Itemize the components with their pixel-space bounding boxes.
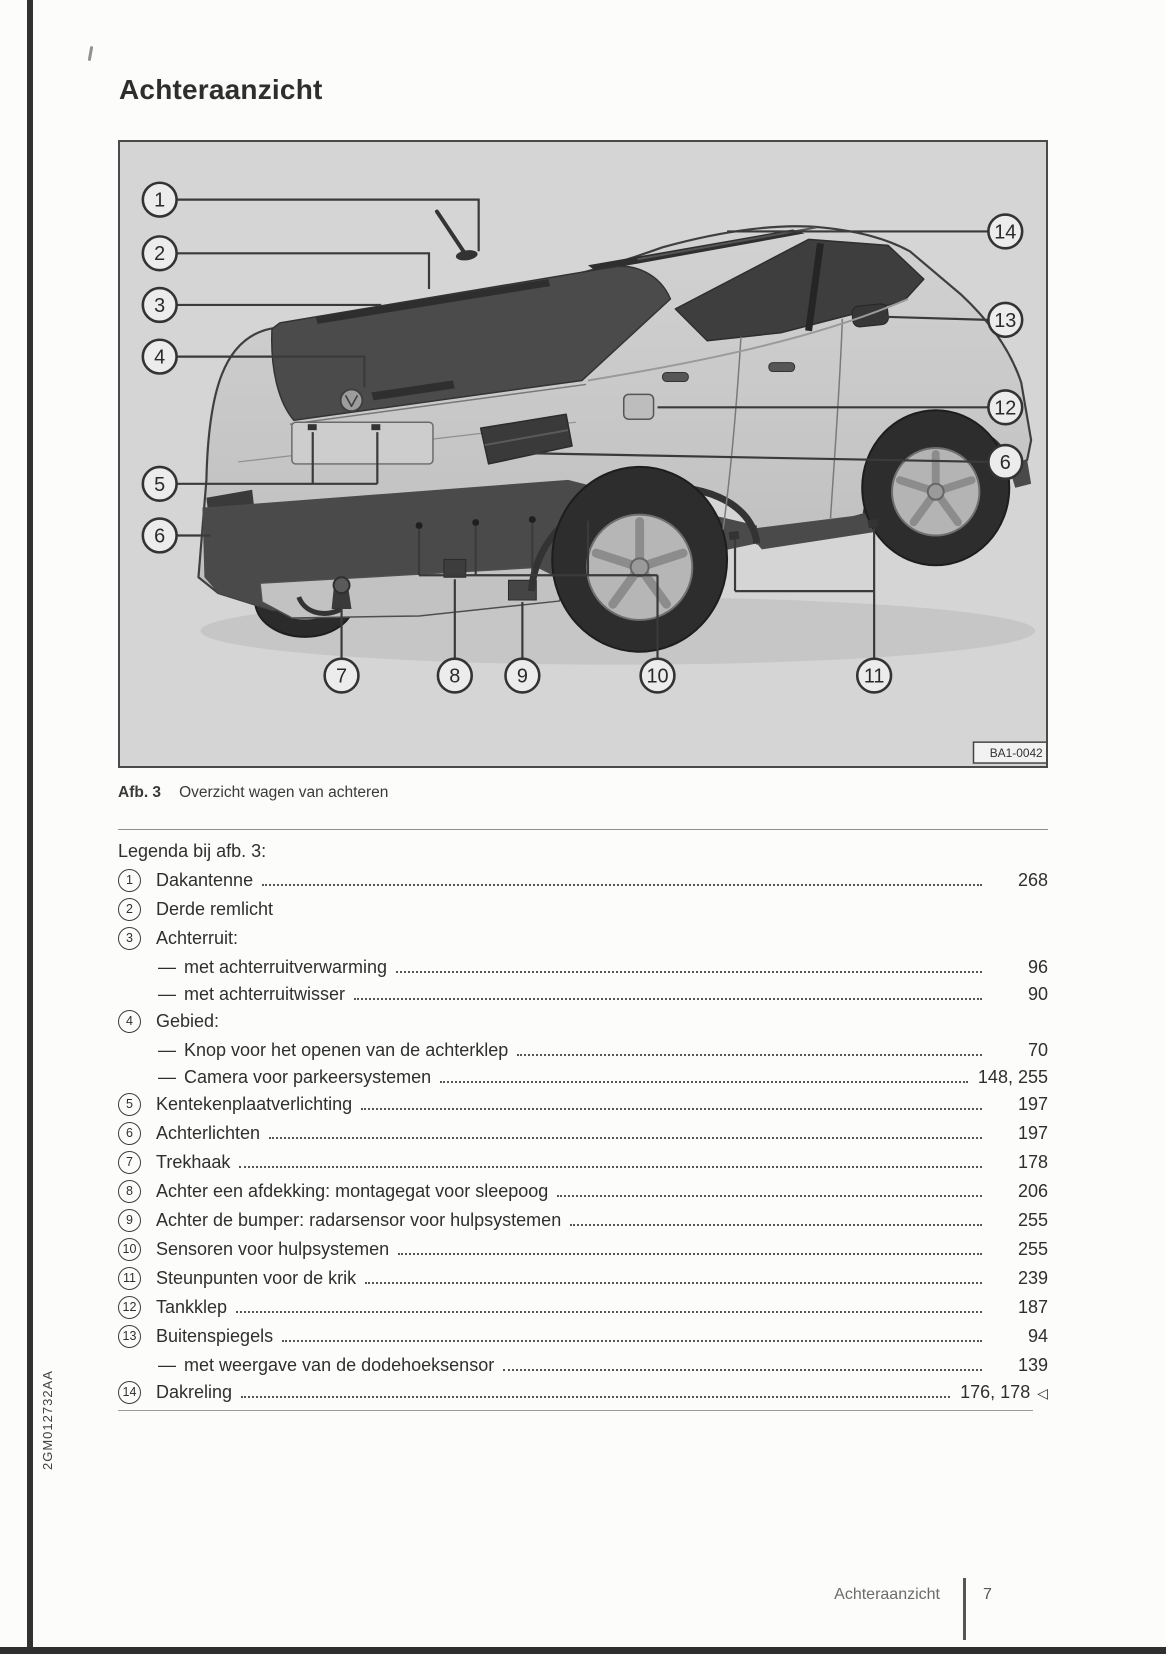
legend-page-ref: 90 xyxy=(1027,984,1048,1004)
callout-badge: 2 xyxy=(118,898,141,921)
legend-page-ref: 94 xyxy=(1027,1326,1048,1346)
svg-text:12: 12 xyxy=(994,397,1017,420)
callout-9-badge xyxy=(505,659,539,693)
legend-label: Trekhaak xyxy=(156,1152,231,1172)
dash-prefix: — xyxy=(158,957,176,977)
legend-page-ref: 187 xyxy=(1017,1297,1048,1317)
jack-point xyxy=(868,519,879,528)
svg-text:8: 8 xyxy=(449,665,461,688)
dotted-leader xyxy=(396,971,982,973)
plate-light-right xyxy=(371,424,380,430)
dotted-leader xyxy=(239,1166,982,1168)
fuel-flap xyxy=(624,394,654,419)
legend-page-ref: 148, 255 xyxy=(977,1067,1048,1087)
legend-label: Achter een afdekking: montagegat voor sleepoog xyxy=(156,1181,549,1201)
svg-text:6: 6 xyxy=(154,525,166,548)
legend-label: Dakreling xyxy=(156,1382,233,1402)
legend-item-6 xyxy=(118,1122,1048,1145)
legend-item-11 xyxy=(118,1267,1048,1290)
dash-prefix: — xyxy=(158,984,176,1004)
legend-item-9 xyxy=(118,1209,1048,1232)
callout-13-badge xyxy=(988,303,1022,337)
door-handle-front xyxy=(769,363,795,372)
legend-label: Steunpunten voor de krik xyxy=(156,1268,357,1288)
svg-text:5: 5 xyxy=(154,473,166,496)
dotted-leader xyxy=(269,1137,982,1139)
callout-badge: 14 xyxy=(118,1381,141,1404)
footer-section-title: Achteraanzicht xyxy=(834,1586,940,1603)
legend-page-ref: 239 xyxy=(1017,1268,1048,1288)
svg-text:3: 3 xyxy=(154,294,166,317)
callout-6-badge-right xyxy=(988,445,1022,479)
callout-badge: 5 xyxy=(118,1093,141,1116)
car-rear-view-illustration xyxy=(120,142,1046,766)
dotted-leader xyxy=(236,1311,982,1313)
callout-5-badge xyxy=(143,467,177,501)
legend-page-ref: 197 xyxy=(1017,1123,1048,1143)
legend-subitem xyxy=(118,1039,1048,1062)
svg-text:9: 9 xyxy=(516,665,528,688)
legend-subitem xyxy=(118,956,1048,979)
figure-caption-label: Afb. 3 xyxy=(118,784,162,801)
legend-item-2 xyxy=(118,898,1048,921)
legend-item-10 xyxy=(118,1238,1048,1261)
legend-label: Dakantenne xyxy=(156,870,254,890)
figure-caption-text: Overzicht wagen van achteren xyxy=(179,784,389,801)
svg-text:10: 10 xyxy=(646,665,669,688)
callout-badge: 8 xyxy=(118,1180,141,1203)
callout-badge: 3 xyxy=(118,927,141,950)
image-code-label xyxy=(973,742,1046,763)
section-end-marker: ◁ xyxy=(1037,1385,1048,1401)
legend-item-5 xyxy=(118,1093,1048,1116)
legend-label: Achter de bumper: radarsensor voor hulpsystemen xyxy=(156,1210,562,1230)
legend-page-ref: 268 xyxy=(1017,870,1048,890)
footer-divider-bar xyxy=(963,1578,966,1640)
legend-item-14 xyxy=(118,1381,1048,1404)
callout-badge: 12 xyxy=(118,1296,141,1319)
legend-page-ref: 176, 178 xyxy=(960,1382,1031,1402)
legend-label: Buitenspiegels xyxy=(156,1326,274,1346)
leader-line-2 xyxy=(177,253,429,289)
section-end-rule xyxy=(118,1410,1033,1411)
legend-label: met achterruitwisser xyxy=(184,984,346,1004)
page-title: Achteraanzicht xyxy=(119,74,323,105)
scan-mark xyxy=(88,46,94,61)
spine-order-code: 2GM012732AA xyxy=(40,1370,55,1470)
callout-badge: 1 xyxy=(118,869,141,892)
legend-item-8 xyxy=(118,1180,1048,1203)
callout-badge: 9 xyxy=(118,1209,141,1232)
legend-label: Tankklep xyxy=(156,1297,228,1317)
dotted-leader xyxy=(282,1340,982,1342)
svg-text:1: 1 xyxy=(154,189,166,212)
dotted-leader xyxy=(365,1282,982,1284)
callout-8-badge xyxy=(438,659,472,693)
callout-7-badge xyxy=(325,659,359,693)
scan-edge-artifact xyxy=(27,0,33,1654)
legend-item-3 xyxy=(118,927,1048,950)
plate-light-left xyxy=(308,424,317,430)
svg-text:2: 2 xyxy=(154,243,166,266)
callout-2-badge xyxy=(143,236,177,270)
legend-label: Derde remlicht xyxy=(156,899,274,919)
legend-label: met weergave van de dodehoeksensor xyxy=(184,1355,495,1375)
legend-subitem xyxy=(118,1354,1048,1377)
callout-badge: 4 xyxy=(118,1010,141,1033)
footer-page-number: 7 xyxy=(983,1586,992,1603)
callout-11-badge xyxy=(857,659,891,693)
svg-text:14: 14 xyxy=(994,221,1017,244)
svg-text:6: 6 xyxy=(999,451,1011,474)
roof-antenna xyxy=(437,212,478,262)
legend-label: Kentekenplaatverlichting xyxy=(156,1094,353,1114)
legend-heading: Legenda bij afb. 3: xyxy=(118,841,267,861)
legend-page-ref: 255 xyxy=(1017,1210,1048,1230)
callout-10-badge xyxy=(641,659,675,693)
svg-text:13: 13 xyxy=(994,309,1017,332)
callout-badge: 13 xyxy=(118,1325,141,1348)
figure-rear-view xyxy=(118,140,1048,768)
callout-1-badge xyxy=(143,183,177,217)
legend-item-13 xyxy=(118,1325,1048,1348)
dotted-leader xyxy=(570,1224,982,1226)
legend-label: Gebied: xyxy=(156,1011,220,1031)
leader-line-1 xyxy=(177,200,479,252)
dotted-leader xyxy=(503,1369,982,1371)
legend-label: Sensoren voor hulpsystemen xyxy=(156,1239,390,1259)
car-illustration xyxy=(198,212,1031,652)
dotted-leader xyxy=(262,884,982,886)
dotted-leader xyxy=(241,1396,950,1398)
svg-text:11: 11 xyxy=(863,665,885,688)
dotted-leader xyxy=(517,1054,982,1056)
dotted-leader xyxy=(361,1108,982,1110)
legend-list xyxy=(118,869,1048,1411)
legend-page-ref: 206 xyxy=(1017,1181,1048,1201)
legend-item-4 xyxy=(118,1010,1048,1033)
dotted-leader xyxy=(398,1253,982,1255)
svg-text:7: 7 xyxy=(336,665,348,688)
callout-badge: 11 xyxy=(118,1267,141,1290)
legend-page-ref: 178 xyxy=(1017,1152,1048,1172)
scan-edge-artifact-bottom xyxy=(0,1647,1166,1654)
dotted-leader xyxy=(557,1195,982,1197)
dotted-leader xyxy=(440,1081,968,1083)
svg-text:BA1-0042: BA1-0042 xyxy=(989,746,1043,761)
vw-emblem xyxy=(341,389,363,411)
legend-label: Achterlichten xyxy=(156,1123,261,1143)
callout-6-badge-left xyxy=(143,519,177,553)
callout-4-badge xyxy=(143,340,177,374)
legend-label: met achterruitverwarming xyxy=(184,957,388,977)
legend-subitem xyxy=(118,983,1048,1006)
legend-page-ref: 255 xyxy=(1017,1239,1048,1259)
legend-page-ref: 139 xyxy=(1017,1355,1048,1375)
legend-label: Knop voor het openen van de achterklep xyxy=(184,1040,509,1060)
legend-label: Camera voor parkeersystemen xyxy=(184,1067,432,1087)
legend-page-ref: 96 xyxy=(1027,957,1048,977)
dash-prefix: — xyxy=(158,1355,176,1375)
svg-text:4: 4 xyxy=(154,346,166,369)
legend-page-ref: 197 xyxy=(1017,1094,1048,1114)
dotted-leader xyxy=(354,998,982,1000)
legend-item-12 xyxy=(118,1296,1048,1319)
dash-prefix: — xyxy=(158,1067,176,1087)
callout-badge: 10 xyxy=(118,1238,141,1261)
dash-prefix: — xyxy=(158,1040,176,1060)
figure-caption xyxy=(118,784,388,802)
legend-page-ref: 70 xyxy=(1027,1040,1048,1060)
callout-3-badge xyxy=(143,288,177,322)
legend-label: Achterruit: xyxy=(156,928,239,948)
legend-item-7 xyxy=(118,1151,1048,1174)
legend-item-1 xyxy=(118,869,1048,892)
callout-14-badge xyxy=(988,215,1022,249)
jack-point xyxy=(729,531,740,540)
front-wheel xyxy=(862,410,1009,565)
callout-badge: 6 xyxy=(118,1122,141,1145)
callout-badge: 7 xyxy=(118,1151,141,1174)
door-mirror xyxy=(851,303,889,327)
callout-12-badge xyxy=(988,390,1022,424)
section-divider xyxy=(118,829,1048,830)
legend-subitem xyxy=(118,1066,1048,1089)
door-handle-rear xyxy=(662,373,688,382)
